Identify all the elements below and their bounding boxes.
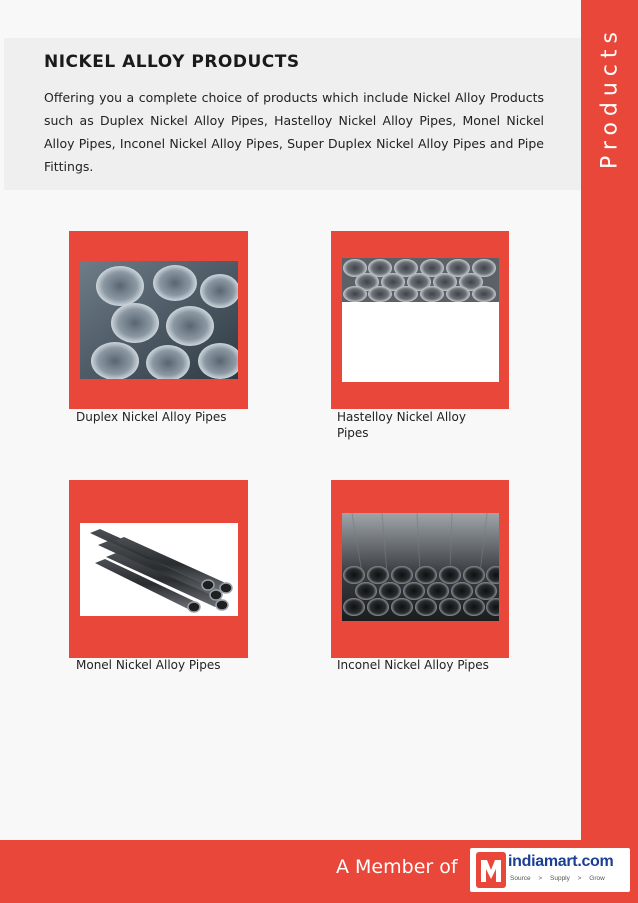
product-card-hastelloy[interactable] <box>331 231 509 409</box>
product-label-duplex[interactable]: Duplex Nickel Alloy Pipes <box>76 410 227 424</box>
product-card-monel[interactable] <box>69 480 248 658</box>
product-label-monel[interactable]: Monel Nickel Alloy Pipes <box>76 658 221 672</box>
product-image-monel[interactable] <box>80 523 238 616</box>
indiamart-logo[interactable] <box>470 848 630 892</box>
product-image-hastelloy[interactable] <box>342 258 499 382</box>
side-section-label: Products <box>597 26 623 170</box>
product-card-duplex[interactable] <box>69 231 248 409</box>
product-image-inconel[interactable] <box>342 513 499 621</box>
page-title: NICKEL ALLOY PRODUCTS <box>44 52 300 72</box>
product-label-inconel[interactable]: Inconel Nickel Alloy Pipes <box>337 658 489 672</box>
indiamart-tagline: Source > Supply > Grow <box>510 875 605 882</box>
indiamart-logo-icon <box>476 852 506 888</box>
member-of-text: A Member of <box>336 856 458 878</box>
intro-paragraph: Offering you a complete choice of products which include Nickel Alloy Products such as Duplex Nickel Alloy Pipes, Hastelloy Nickel Alloy Pipes, Monel Nickel Alloy Pipes, Inconel Nickel Alloy Pipes, Super Duplex Nickel Alloy Pipes and Pipe Fittings. <box>44 90 544 174</box>
product-card-inconel[interactable] <box>331 480 509 658</box>
indiamart-wordmark: indiamart.com <box>508 853 614 870</box>
product-label-hastelloy[interactable]: Hastelloy Nickel Alloy Pipes <box>337 410 466 440</box>
product-image-duplex[interactable] <box>80 261 238 379</box>
